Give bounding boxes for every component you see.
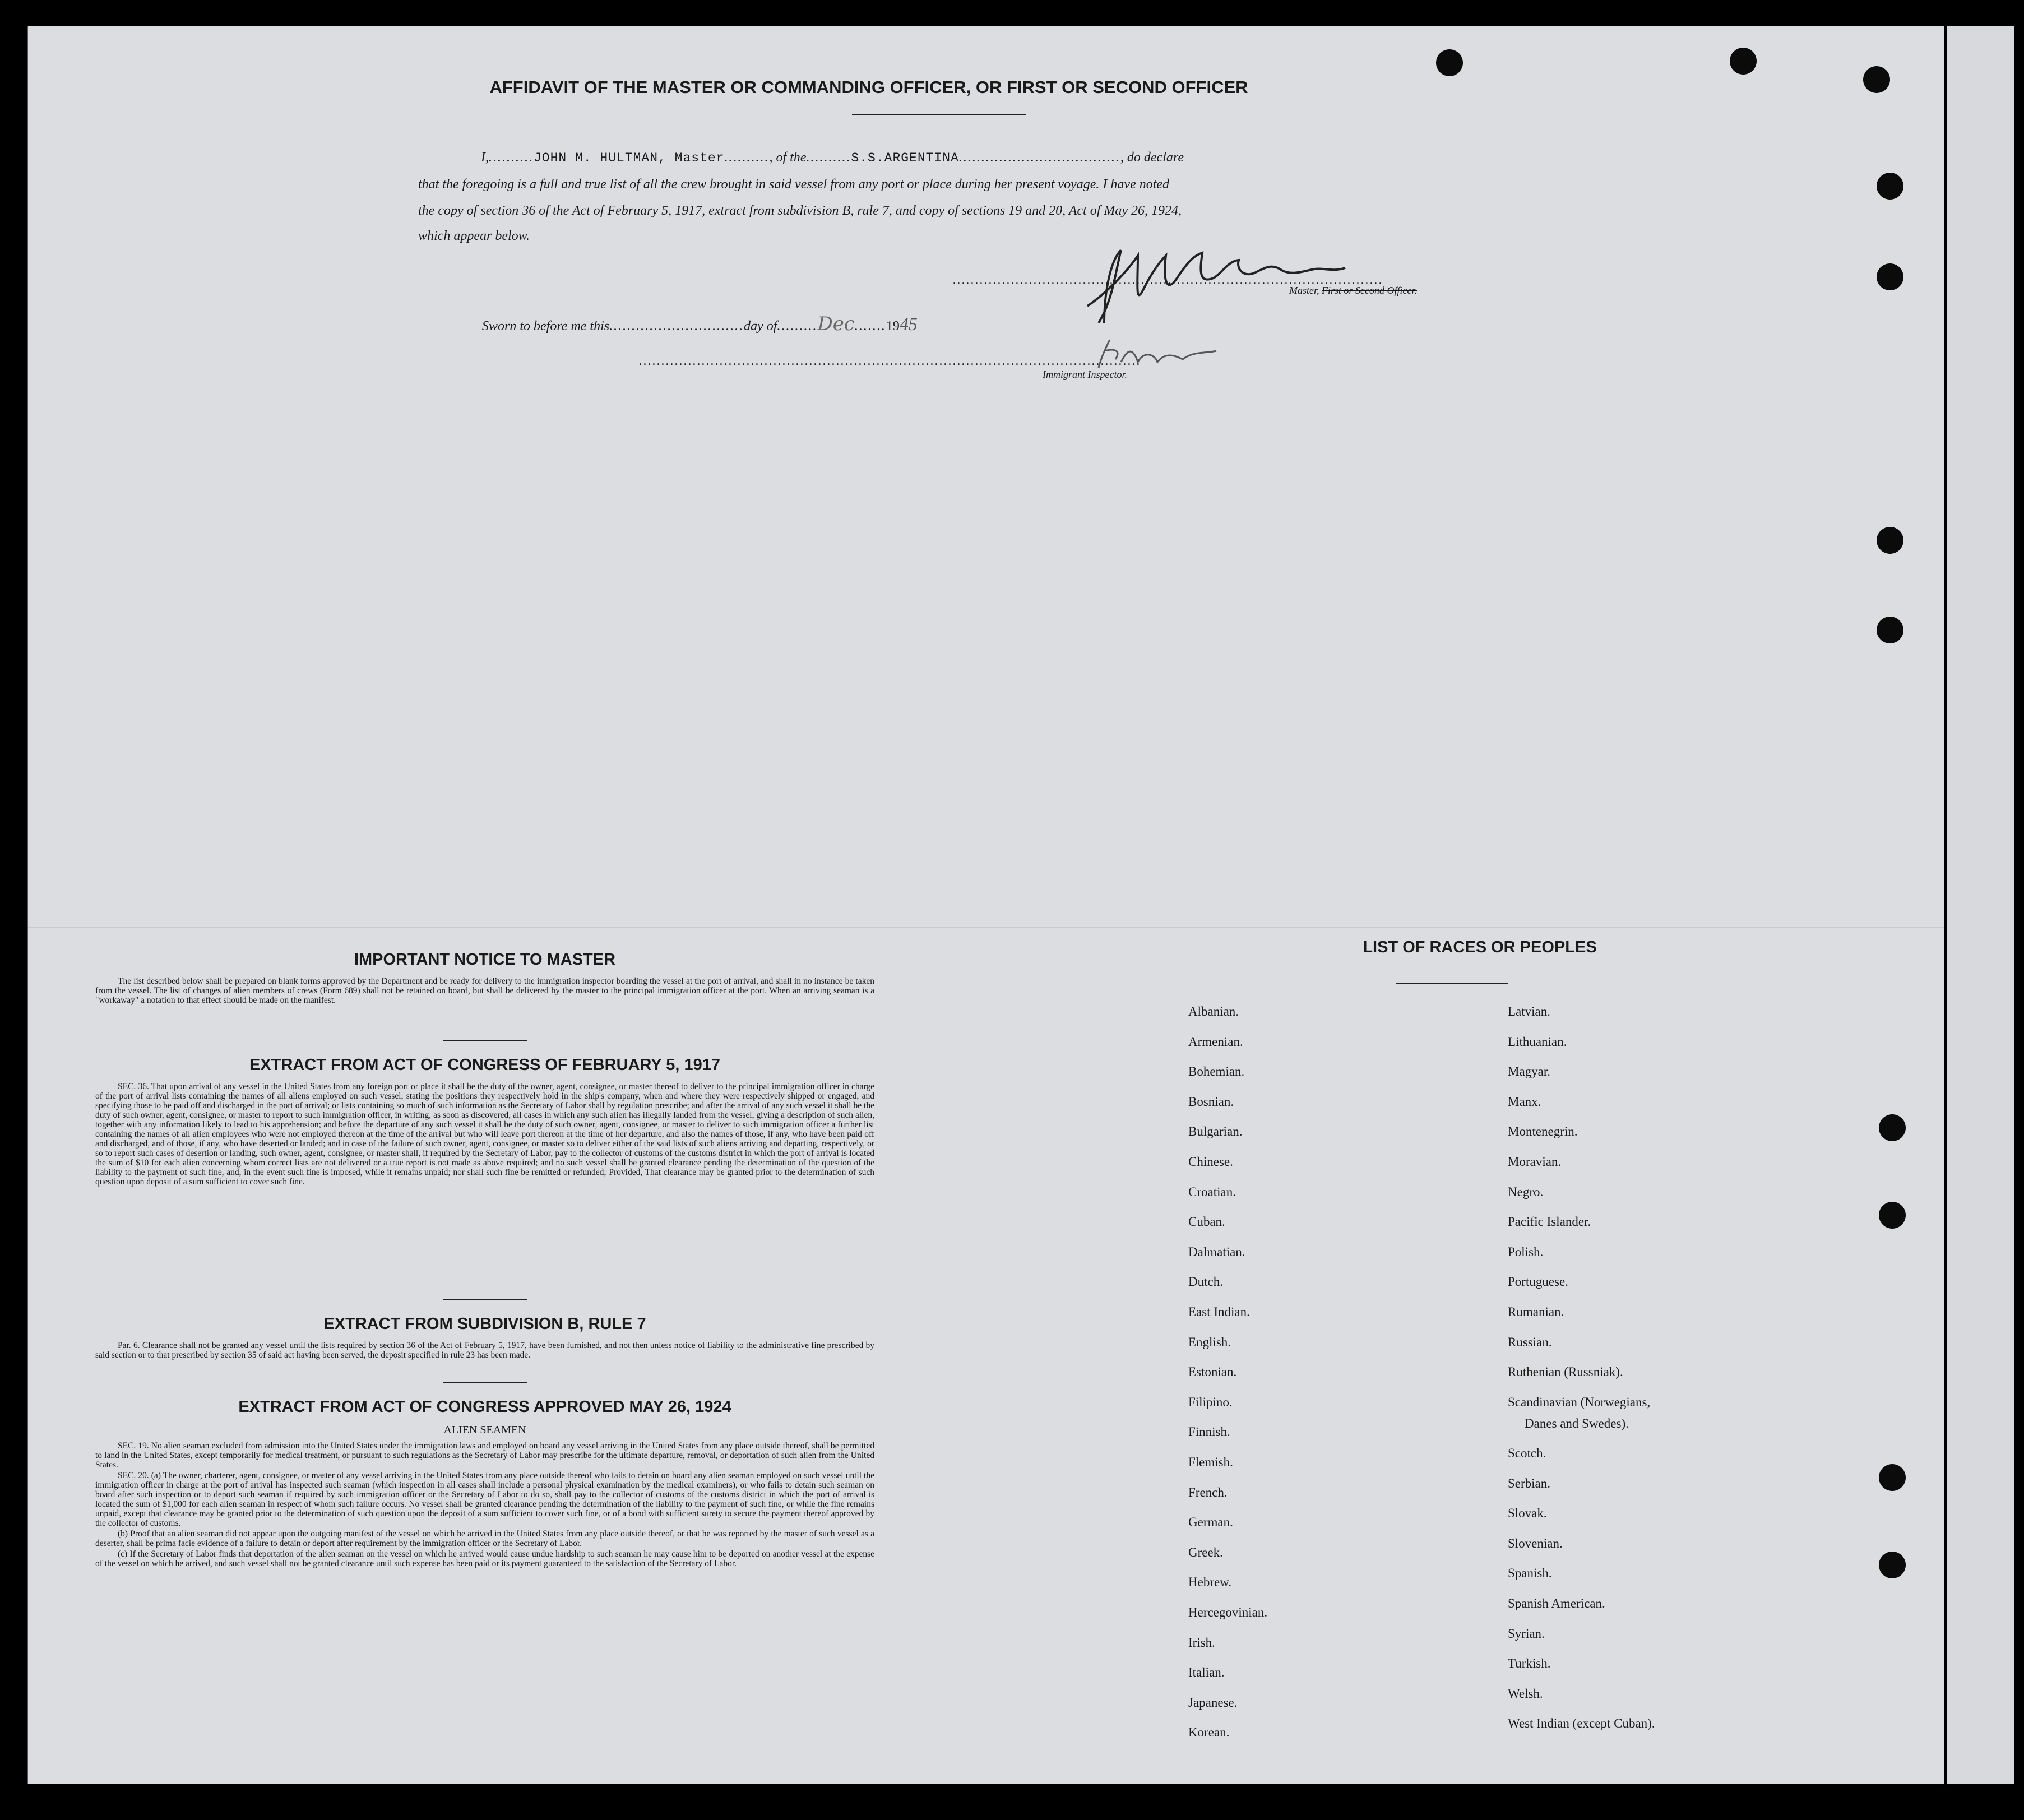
race-item: Portuguese. xyxy=(1508,1275,1568,1289)
inspector-caption: Immigrant Inspector. xyxy=(1043,369,1127,380)
race-item: Lithuanian. xyxy=(1508,1034,1567,1049)
sworn-day-of: day of xyxy=(744,319,777,334)
punch-hole xyxy=(1879,1114,1906,1141)
document-sheet xyxy=(27,26,1944,1784)
race-item: Manx. xyxy=(1508,1094,1541,1109)
race-item: Irish. xyxy=(1188,1635,1215,1650)
race-item: Serbian. xyxy=(1508,1476,1551,1490)
race-item: Syrian. xyxy=(1508,1626,1545,1641)
affidavit-title: AFFIDAVIT OF THE MASTER OR COMMANDING OFFICER, OR FIRST OR SECOND OFFICER xyxy=(489,77,1248,97)
affidavit-title-rule xyxy=(852,114,1026,115)
race-item: Rumanian. xyxy=(1508,1305,1564,1319)
section-20b-paragraph: (b) Proof that an alien seaman did not appear upon the outgoing manifest of the vessel on which he arrived in the United States from any place outside thereof, or that he was reported by the master of such vessel as a deserter, shall be prima facie evidence of a failure to detain or deport after requirement by the immigration officer or the Secretary of Labor. xyxy=(95,1529,874,1548)
punch-hole xyxy=(1879,1202,1906,1229)
race-item: Welsh. xyxy=(1508,1686,1543,1701)
vessel-name: S.S.ARGENTINA xyxy=(851,151,959,165)
punch-hole xyxy=(1879,1464,1906,1491)
paragraph-6: Par. 6. Clearance shall not be granted any vessel until the lists required by section 36 of the Act of February 5, 1917, have been furnished, and not then unless notice of liability to the administrative fine prescribed by said section or to that prescribed by section 35 of said act having been served, the deposit specified in rule 23 has been made. xyxy=(95,1341,874,1360)
punch-hole xyxy=(1877,617,1903,643)
declare-of-the: , of the xyxy=(769,150,807,165)
race-item: Flemish. xyxy=(1188,1455,1233,1469)
race-item: Italian. xyxy=(1188,1665,1225,1680)
race-item: Russian. xyxy=(1508,1335,1552,1349)
section-20c-paragraph: (c) If the Secretary of Labor finds that deportation of the alien seaman on the vessel on which he arrived would cause undue hardship to such seaman he may cause him to be deported on another vessel at the expense of the vessel on which he arrived, and such vessel shall not be granted clearance until such expense has been paid or its payment guaranteed to the satisfaction of the Secretary of Labor. xyxy=(95,1549,874,1568)
punch-hole xyxy=(1436,49,1463,76)
race-item: Spanish American. xyxy=(1508,1596,1605,1610)
race-item: Bosnian. xyxy=(1188,1094,1234,1109)
punch-hole xyxy=(1877,173,1903,200)
notice-paragraph: The list described below shall be prepared on blank forms approved by the Department and be ready for delivery to the immigration inspector boarding the vessel at the port of arrival, and shall in no instance be taken from the vessel. The list of changes of alien members of crews (Form 689) shall not be retained on board, but shall be delivered by the master to the principal immigration officer at the port. When an arriving seaman is a "workaway" a notation to that effect should be made on the manifest. xyxy=(95,976,874,1005)
affidavit-body-line-2: the copy of section 36 of the Act of February 5, 1917, extract from subdivision B, rule 7, and copy of sections 19 and 20, Act of May 26, 1924, xyxy=(418,203,1182,218)
race-item: Scotch. xyxy=(1508,1446,1546,1460)
race-item: Greek. xyxy=(1188,1545,1223,1559)
inspector-signature-dots: ................................................................................................................ xyxy=(639,354,1141,368)
section-19-paragraph: SEC. 19. No alien seaman excluded from admission into the United States under the immigration laws and employed on board any vessel arriving in the United States from any place outside thereof, shall be permitted to land in the United States, except temporarily for medical treatment, or pursuant to such regulations as the Secretary of Labor may prescribe for the ultimate departure, removal, or deportation of such alien from the United States. xyxy=(95,1441,874,1470)
fold-line xyxy=(28,927,1944,928)
races-title: LIST OF RACES OR PEOPLES xyxy=(1363,938,1597,956)
extract-1924-title: EXTRACT FROM ACT OF CONGRESS APPROVED MAY 26, 1924 xyxy=(238,1398,731,1416)
section-20a-paragraph: SEC. 20. (a) The owner, charterer, agent, consignee, or master of any vessel arriving in the United States from any place outside thereof who fails to detain on board any alien seaman employed on such vessel until the immigration officer in charge at the port of arrival has inspected such seaman (which inspection in all cases shall include a personal physical examination by the medical examiners), or who fails to detain such seaman on board after such inspection or to deport such seaman if required by such immigration officer or the Secretary of Labor to do so, shall pay to the collector of customs of the customs district in which the port of arrival is located the sum of $1,000 for each alien seaman in respect of whom such failure occurs. No vessel shall be granted clearance pending the determination of the liability to the payment of such fine, or while the fine remains unpaid, except that clearance may be granted prior to the determination of such question upon the deposit of a sum sufficient to cover such fine, or of a bond with sufficient surety to secure the payment thereof approved by the collector of customs. xyxy=(95,1471,874,1528)
race-item: Croatian. xyxy=(1188,1184,1236,1199)
race-item: Slovenian. xyxy=(1508,1536,1563,1550)
sworn-year: 45 xyxy=(899,314,918,334)
race-item: Ruthenian (Russniak). xyxy=(1508,1365,1623,1379)
master-caption-label: Master, xyxy=(1289,285,1319,296)
extract-1924-text xyxy=(95,1441,874,1569)
race-item: Latvian. xyxy=(1508,1004,1550,1018)
races-title-rule xyxy=(1396,983,1508,984)
binding-strip xyxy=(1947,26,2014,1784)
race-item: Montenegrin. xyxy=(1508,1124,1578,1139)
race-item: Japanese. xyxy=(1188,1695,1238,1710)
punch-hole xyxy=(1730,48,1757,75)
affidavit-body-line-3: which appear below. xyxy=(418,229,530,243)
race-item: Albanian. xyxy=(1188,1004,1239,1018)
race-item: West Indian (except Cuban). xyxy=(1508,1716,1655,1731)
rule-7-text xyxy=(95,1341,874,1361)
race-item: Finnish. xyxy=(1188,1425,1230,1439)
race-item: Filipino. xyxy=(1188,1395,1233,1409)
race-item: English. xyxy=(1188,1335,1231,1349)
race-item: Slovak. xyxy=(1508,1506,1547,1521)
master-caption xyxy=(1289,285,1417,297)
sworn-line: Sworn to before me this..............................day of.........Dec.......1945 xyxy=(482,313,918,335)
race-item: Cuban. xyxy=(1188,1215,1225,1229)
sworn-month: Dec xyxy=(817,313,855,335)
race-item: Moravian. xyxy=(1508,1155,1562,1169)
sworn-text: Sworn to before me this xyxy=(482,319,610,334)
race-item: East Indian. xyxy=(1188,1305,1250,1319)
race-item: Spanish. xyxy=(1508,1566,1552,1581)
declare-do: , do declare xyxy=(1120,150,1184,165)
punch-hole xyxy=(1877,527,1903,554)
master-signature-dots: ................................................................................................ xyxy=(953,272,1383,287)
race-item: French. xyxy=(1188,1485,1228,1499)
race-item: Bohemian. xyxy=(1188,1064,1245,1079)
race-item-continuation: Danes and Swedes). xyxy=(1525,1416,1629,1430)
race-item: Negro. xyxy=(1508,1184,1544,1199)
race-item: Hebrew. xyxy=(1188,1575,1232,1590)
rule-7-rule xyxy=(443,1382,527,1383)
extract-1917-text xyxy=(95,1082,874,1188)
declaration-line: I,..........JOHN M. HULTMAN, Master.........., of the..........S.S.ARGENTINA...................................., do declare xyxy=(481,150,1184,165)
declare-i: I, xyxy=(481,150,489,165)
race-item: Hercegovinian. xyxy=(1188,1605,1268,1619)
race-item: Magyar. xyxy=(1508,1064,1551,1079)
race-item: Polish. xyxy=(1508,1244,1544,1259)
extract-1917-rule xyxy=(443,1299,527,1300)
section-36-paragraph: SEC. 36. That upon arrival of any vessel in the United States from any foreign port or place it shall be the duty of the owner, agent, consignee, or master thereof to deliver to the principal immigration officer in charge of the port of arrival lists containing the names of all aliens employed on such vessel, stating the positions they respectively hold in the ship's company, when and where they were respectively shipped or engaged, and specifying those to be paid off and discharged in the port of arrival; or lists containing so much of such information as the Secretary of Labor shall by regulation prescribe; and after the arrival of any such vessel it shall be the duty of such owner, agent, consignee, or master to report to such immigration officer, in writing, as soon as discovered, all cases in which any such alien has illegally landed from the vessel, giving a description of such alien, together with any information likely to lead to his apprehension; and before the departure of any such vessel it shall be the duty of such owner, agent, consignee, or master to deliver to such immigration officer a further list containing the names of all alien employees who were not employed thereon at the time of the arrival but who will leave port thereon at the time of her departure, and also the names of those, if any, who have been paid off and discharged, and of those, if any, who have deserted or landed; and in case of the failure of such owner, agent, consignee, or master so to deliver either of the said lists of such aliens arriving and departing, respectively, or so to report such cases of desertion or landing, such owner, agent, consignee, or master shall, if required by the Secretary of Labor, pay to the collector of customs of the customs district in which the port of arrival is located the sum of $10 for each alien concerning whom correct lists are not delivered or a true report is not made as above required; and no such vessel shall be granted clearance pending the determination of the question of the liability to the payment of such fine, and, in the event such fine is imposed, while it remains unpaid; nor shall such fine be remitted or refunded; Provided, That clearance may be granted prior to the determination of such question upon deposit of a sum sufficient to cover such fine. xyxy=(95,1082,874,1187)
master-name: JOHN M. HULTMAN, Master xyxy=(534,151,725,165)
punch-hole xyxy=(1863,66,1890,93)
race-item: Korean. xyxy=(1188,1725,1230,1740)
race-item: Estonian. xyxy=(1188,1365,1237,1379)
punch-hole xyxy=(1879,1552,1906,1578)
race-item: Turkish. xyxy=(1508,1656,1551,1671)
notice-rule xyxy=(443,1040,527,1041)
notice-text xyxy=(95,976,874,1006)
race-item: Armenian. xyxy=(1188,1034,1243,1049)
race-item: Bulgarian. xyxy=(1188,1124,1243,1139)
extract-1917-title: EXTRACT FROM ACT OF CONGRESS OF FEBRUARY 5, 1917 xyxy=(249,1056,721,1074)
race-item: Dutch. xyxy=(1188,1275,1223,1289)
race-item: German. xyxy=(1188,1515,1233,1530)
race-item: Chinese. xyxy=(1188,1155,1233,1169)
notice-title: IMPORTANT NOTICE TO MASTER xyxy=(354,951,616,969)
race-item: Pacific Islander. xyxy=(1508,1215,1591,1229)
rule-7-title: EXTRACT FROM SUBDIVISION B, RULE 7 xyxy=(323,1315,646,1333)
race-item: Scandinavian (Norwegians, xyxy=(1508,1395,1651,1409)
race-item: Dalmatian. xyxy=(1188,1244,1245,1259)
punch-hole xyxy=(1877,263,1903,290)
alien-seamen-subtitle: ALIEN SEAMEN xyxy=(443,1424,526,1436)
struck-caption: First or Second Officer. xyxy=(1322,285,1417,296)
sworn-year-prefix: 19 xyxy=(886,319,900,334)
affidavit-body-line-1: that the foregoing is a full and true list of all the crew brought in said vessel from any port or place during her present voyage. I have noted xyxy=(418,177,1170,192)
